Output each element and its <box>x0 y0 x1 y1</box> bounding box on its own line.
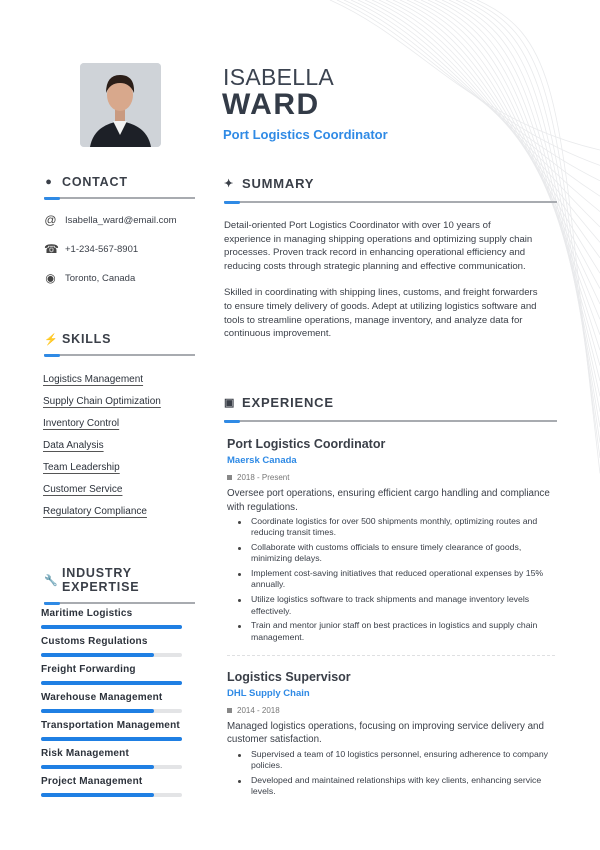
job-bullet: Implement cost-saving initiatives that reduced operational expenses by 15% annually. <box>237 568 555 591</box>
expertise-level-fill <box>41 653 154 657</box>
skill-item: Logistics Management <box>43 374 144 385</box>
job-bullets <box>237 516 555 643</box>
job-bullets <box>237 749 555 798</box>
skill-item: Customer Service <box>43 484 123 495</box>
skill-item: Supply Chain Optimization <box>43 396 161 407</box>
briefcase-icon: ▣ <box>224 397 236 409</box>
skills-section <box>44 332 195 356</box>
expertise-label: Transportation Management <box>41 720 180 731</box>
skills-heading <box>44 332 195 346</box>
skills-heading-text: SKILLS <box>62 332 112 346</box>
expertise-level-bar <box>41 765 182 769</box>
expertise-label: Risk Management <box>41 748 130 759</box>
job-bullet: Supervised a team of 10 logistics personnel, ensuring adherence to company policies. <box>237 749 555 772</box>
expertise-item <box>41 691 182 719</box>
skill-item: Data Analysis <box>43 440 104 451</box>
expertise-label: Maritime Logistics <box>41 608 133 619</box>
expertise-label: Customs Regulations <box>41 636 148 647</box>
job-bullet: Utilize logistics software to track shipments and manage inventory levels effectively. <box>237 594 555 617</box>
job-entry <box>227 437 555 643</box>
calendar-icon <box>227 708 232 713</box>
skill-item: Team Leadership <box>43 462 120 473</box>
first-name: ISABELLA <box>223 64 335 90</box>
last-name: WARD <box>222 88 320 121</box>
job-title: Port Logistics Coordinator <box>223 127 388 142</box>
job-bullet: Collaborate with customs officials to ensure timely clearance of goods, minimizing delays. <box>237 542 555 565</box>
expertise-item <box>41 663 182 691</box>
expertise-level-bar <box>41 625 182 629</box>
location-pin-icon: ◉ <box>45 271 56 285</box>
expertise-level-fill <box>41 737 182 741</box>
expertise-list <box>41 607 182 803</box>
skill-item: Regulatory Compliance <box>43 506 147 517</box>
section-divider <box>44 354 195 356</box>
sparkle-icon: ✦ <box>224 178 235 190</box>
expertise-heading-text: INDUSTRY EXPERTISE <box>62 566 140 594</box>
summary-heading <box>224 176 557 191</box>
expertise-level-fill <box>41 709 154 713</box>
job-entry <box>227 655 555 798</box>
job-title: Port Logistics Coordinator <box>227 437 386 451</box>
expertise-level-bar <box>41 793 182 797</box>
phone-icon: ☎ <box>44 242 59 256</box>
contact-heading-text: CONTACT <box>62 175 128 189</box>
location-text: Toronto, Canada <box>65 272 136 284</box>
job-bullet: Coordinate logistics for over 500 shipments monthly, optimizing routes and reducing transit times. <box>237 516 555 539</box>
section-divider <box>224 201 557 203</box>
wrench-icon: 🔧 <box>44 574 59 587</box>
expertise-item <box>41 775 182 803</box>
expertise-heading <box>44 566 195 594</box>
email-text: Isabella_ward@email.com <box>65 214 177 226</box>
expertise-level-bar <box>41 681 182 685</box>
jobs-list <box>227 437 555 801</box>
expertise-level-fill <box>41 681 182 685</box>
person-icon: ● <box>45 176 53 188</box>
expertise-item <box>41 747 182 775</box>
at-icon: @ <box>44 213 57 227</box>
summary-paragraph: Skilled in coordinating with shipping lines, customs, and freight forwarders to ensure timely delivery of goods. Adept at utilizing logistics software and tools to streamline operations, manage inventory, and analyze data for continuous improvement. <box>224 287 538 340</box>
phone-text: +1-234-567-8901 <box>65 243 139 255</box>
section-divider <box>44 602 195 604</box>
contact-location <box>44 268 195 288</box>
job-bullet: Train and mentor junior staff on best practices in logistics and supply chain management. <box>237 620 555 643</box>
job-bullet: Developed and maintained relationships with key clients, enhancing service levels. <box>237 775 555 798</box>
expertise-level-fill <box>41 625 182 629</box>
job-description: Oversee port operations, ensuring efficient cargo handling and compliance with regulations. <box>227 488 550 513</box>
job-separator <box>227 655 555 656</box>
expertise-level-fill <box>41 765 154 769</box>
contact-section <box>44 175 195 288</box>
expertise-level-bar <box>41 709 182 713</box>
experience-heading <box>224 395 557 410</box>
expertise-level-fill <box>41 793 154 797</box>
contact-phone <box>44 239 195 259</box>
calendar-icon <box>227 475 232 480</box>
expertise-item <box>41 607 182 635</box>
expertise-level-bar <box>41 737 182 741</box>
summary-section <box>224 176 557 341</box>
section-divider <box>224 420 557 422</box>
lightning-icon: ⚡ <box>44 333 59 346</box>
summary-heading-text: SUMMARY <box>242 176 315 191</box>
company-name: Maersk Canada <box>227 455 297 466</box>
skill-item: Inventory Control <box>43 418 120 429</box>
profile-photo <box>80 63 161 147</box>
experience-section <box>224 395 557 422</box>
experience-heading-text: EXPERIENCE <box>242 395 334 410</box>
expertise-item <box>41 719 182 747</box>
skills-list <box>43 371 161 525</box>
expertise-level-bar <box>41 653 182 657</box>
job-dates <box>227 706 555 715</box>
expertise-label: Warehouse Management <box>41 692 163 703</box>
expertise-label: Project Management <box>41 776 143 787</box>
job-dates <box>227 473 555 482</box>
expertise-item <box>41 635 182 663</box>
summary-paragraph: Detail-oriented Port Logistics Coordinator with over 10 years of experience in managing shipping operations and optimizing supply chain processes. Proven track record in enhancing operational efficiency and reducing costs through strategic planning and effective communication. <box>224 220 533 272</box>
expertise-label: Freight Forwarding <box>41 664 136 675</box>
dates-text: 2018 - Present <box>237 473 290 482</box>
dates-text: 2014 - 2018 <box>237 705 280 715</box>
section-divider <box>44 197 195 199</box>
job-title: Logistics Supervisor <box>227 669 351 684</box>
company-name: DHL Supply Chain <box>227 687 310 699</box>
contact-heading <box>44 175 195 189</box>
job-description: Managed logistics operations, focusing on improving service delivery and customer satisfaction. <box>227 720 544 746</box>
expertise-section <box>44 566 195 604</box>
contact-email[interactable] <box>44 210 195 230</box>
